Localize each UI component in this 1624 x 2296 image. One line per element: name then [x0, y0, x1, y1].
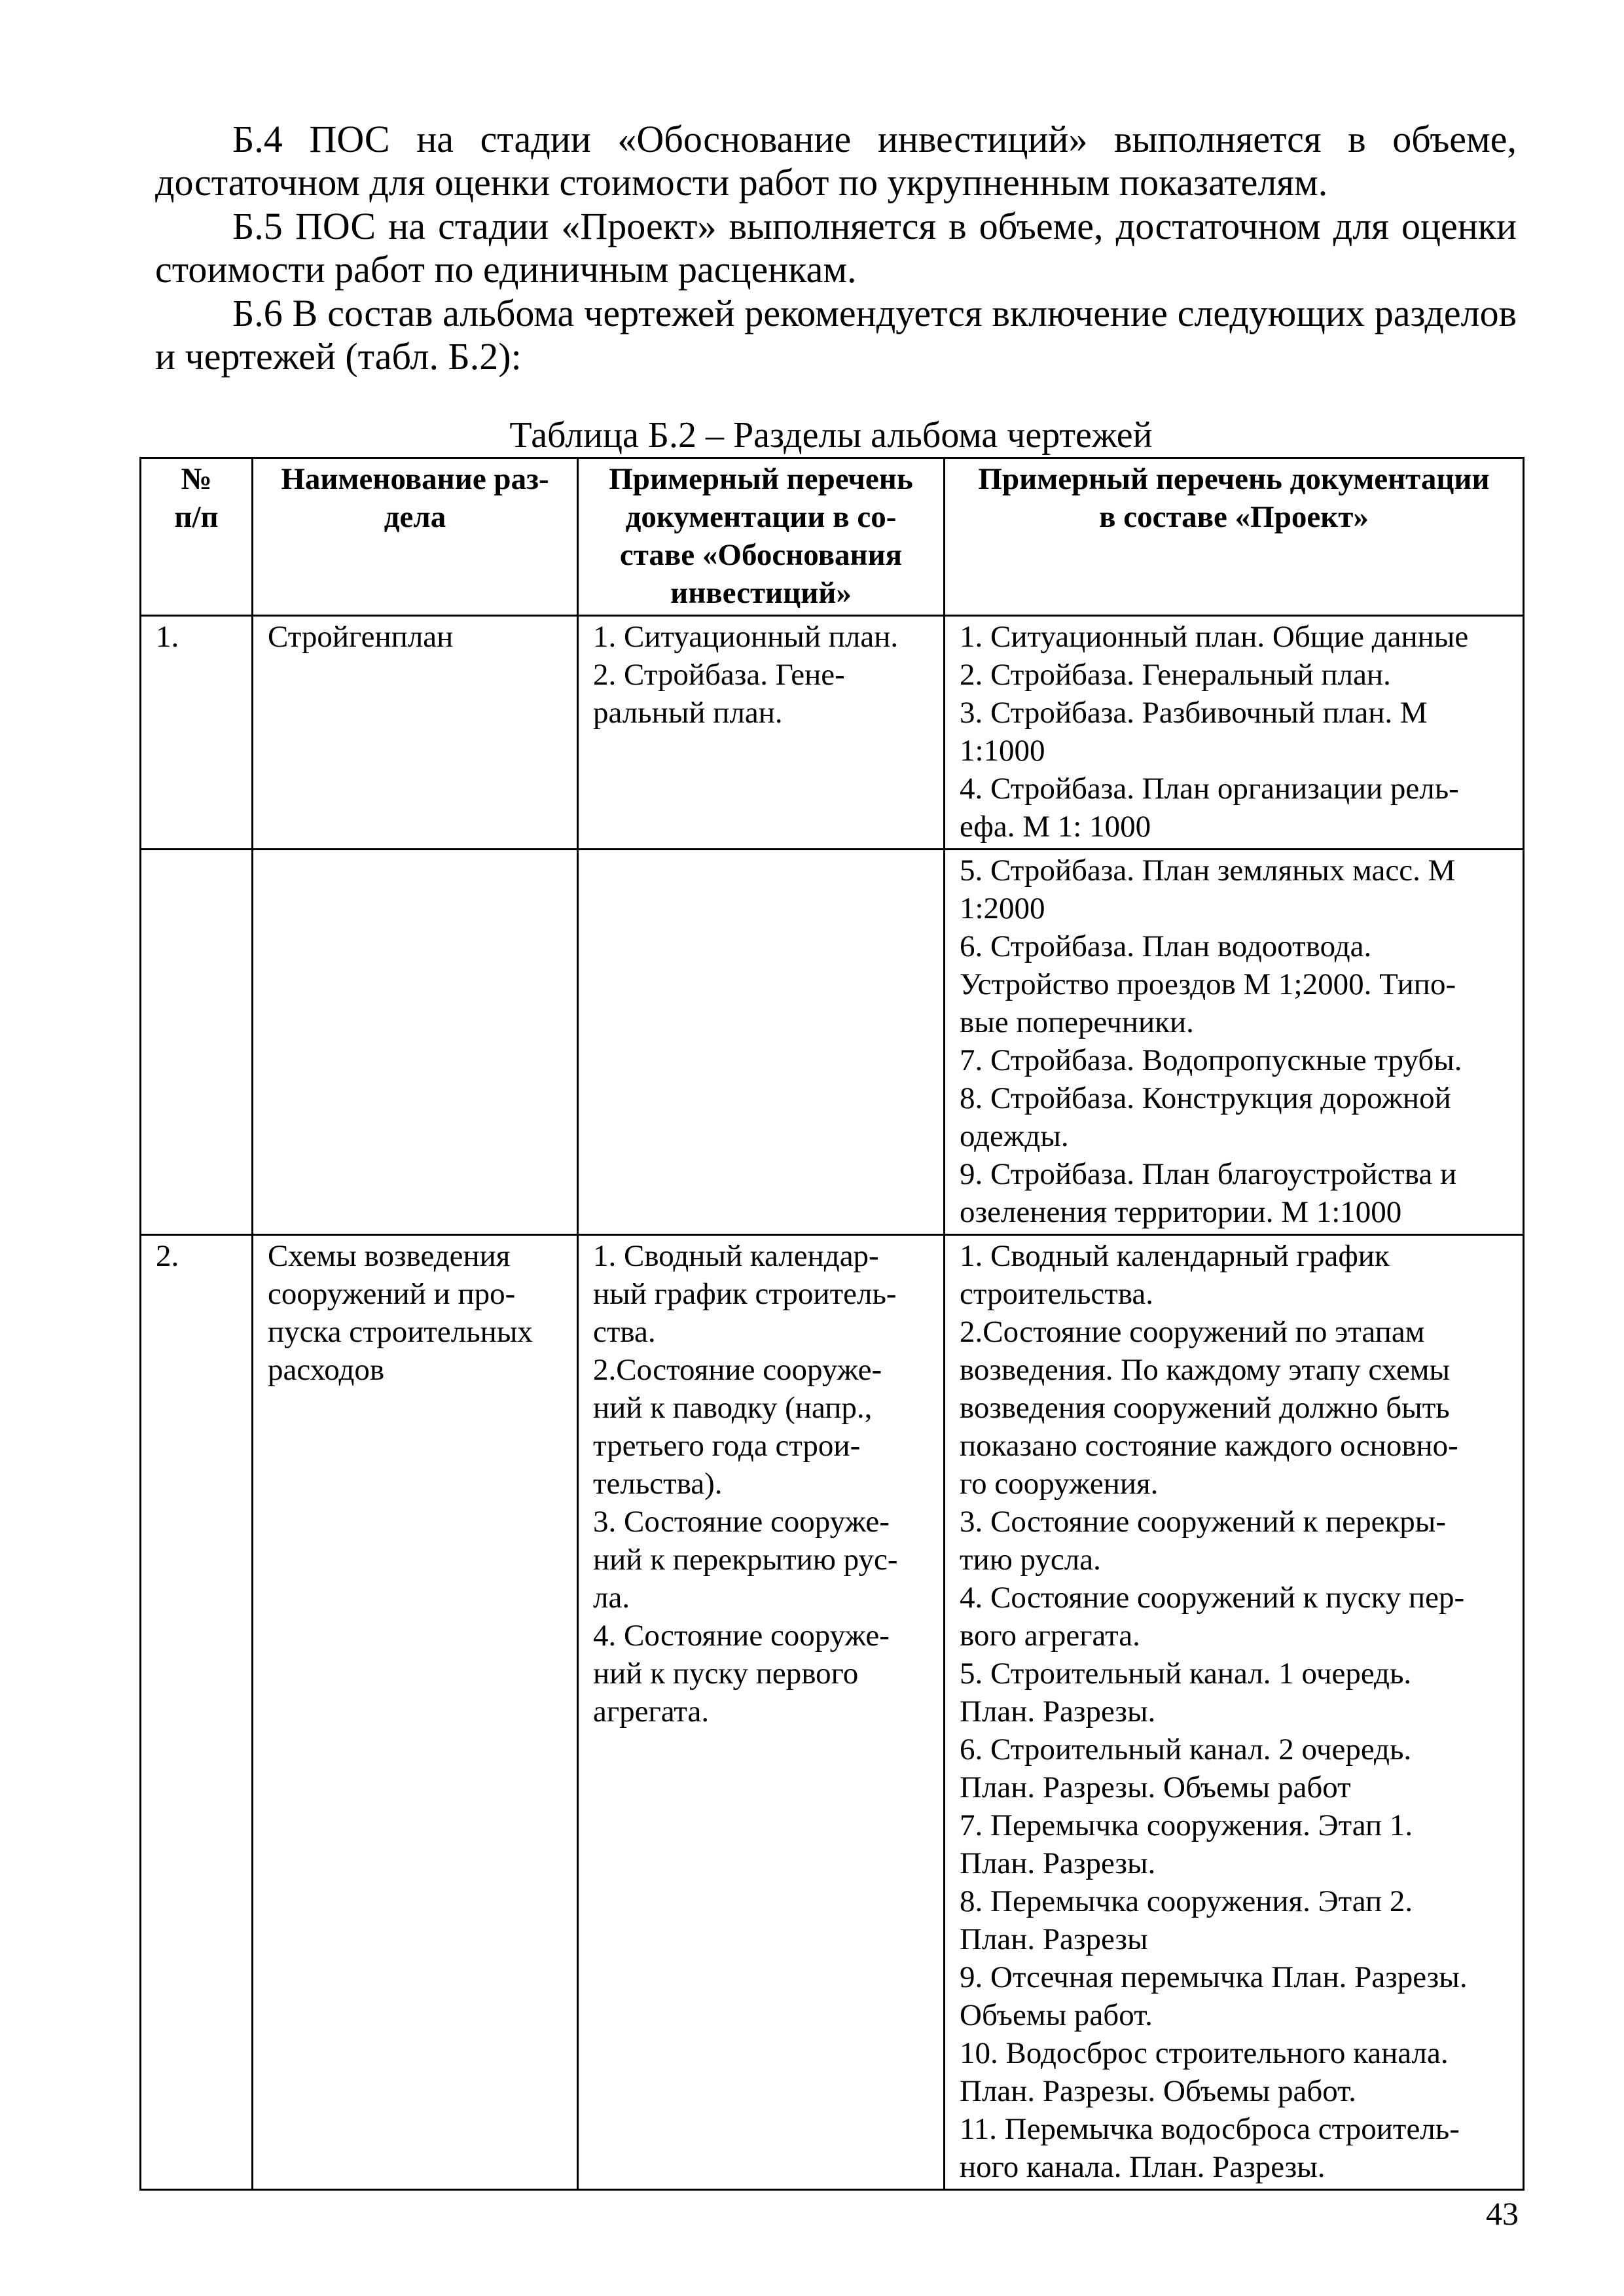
cell-line: 2. Стройбаза. Гене- [593, 658, 845, 692]
cell-num [141, 850, 253, 1235]
cell-line: 1:2000 [960, 891, 1045, 925]
cell-project-docs [945, 1235, 1524, 2190]
cell-line: ефа. М 1: 1000 [960, 810, 1151, 844]
cell-investment-docs [578, 850, 945, 1235]
header-project-docs [945, 458, 1524, 616]
cell-line: 4. Состояние сооружений к пуску пер- [960, 1581, 1465, 1615]
cell-line: 9. Стройбаза. План благоустройства и [960, 1157, 1457, 1191]
cell-line: 10. Водосброс строительного канала. [960, 2036, 1449, 2070]
cell-line: 3. Стройбаза. Разбивочный план. М [960, 696, 1428, 730]
cell-line: ный график строитель- [593, 1277, 897, 1311]
table-row [141, 850, 1524, 1235]
cell-line: ла. [593, 1581, 630, 1615]
cell-line: План. Разрезы. Объемы работ. [960, 2074, 1356, 2108]
header-line: ставе «Обоснования [619, 538, 903, 572]
cell-line: го сооружения. [960, 1467, 1159, 1501]
drawings-table [139, 457, 1525, 2191]
cell-line: 2. [156, 1239, 179, 1273]
table-header-row [141, 458, 1524, 616]
cell-section-name [253, 1235, 578, 2190]
header-section-name [253, 458, 578, 616]
cell-line: 2.Состояние сооружений по этапам [960, 1315, 1425, 1349]
cell-num [141, 616, 253, 850]
cell-line: 1. Ситуационный план. Общие данные [960, 620, 1469, 654]
cell-line: 4. Стройбаза. План организации рель- [960, 772, 1459, 806]
header-line: № [181, 462, 212, 496]
header-line: инвестиций» [670, 576, 852, 610]
cell-line: ства. [593, 1315, 656, 1349]
cell-line: План. Разрезы. [960, 1846, 1156, 1880]
cell-line: 7. Перемычка сооружения. Этап 1. [960, 1808, 1413, 1842]
table-row [141, 616, 1524, 850]
cell-line: План. Разрезы [960, 1922, 1148, 1956]
cell-line: сооружений и про- [268, 1277, 516, 1311]
cell-line: Объемы работ. [960, 1998, 1153, 2032]
cell-line: 7. Стройбаза. Водопропускные трубы. [960, 1043, 1462, 1077]
header-line: Наименование раз- [281, 462, 549, 496]
cell-line: 8. Перемычка сооружения. Этап 2. [960, 1884, 1413, 1918]
paragraph-b6: Б.6 В состав альбома чертежей рекомендуется включение следующих разделов и чертежей (табл. Б.2): [155, 292, 1517, 378]
cell-investment-docs [578, 616, 945, 850]
cell-line: 1:1000 [960, 734, 1045, 768]
cell-line: тельства). [593, 1467, 723, 1501]
cell-line: 3. Состояние сооружений к перекры- [960, 1505, 1447, 1539]
cell-line: 6. Строительный канал. 2 очередь. [960, 1732, 1412, 1767]
header-num [141, 458, 253, 616]
cell-line: расходов [268, 1353, 385, 1387]
header-line: документации в со- [625, 500, 897, 534]
cell-line: агрегата. [593, 1695, 710, 1729]
cell-line: План. Разрезы. [960, 1695, 1156, 1729]
cell-line: 5. Строительный канал. 1 очередь. [960, 1657, 1412, 1691]
cell-line: 8. Стройбаза. Конструкция дорожной [960, 1081, 1451, 1115]
cell-line: 3. Состояние сооруже- [593, 1505, 890, 1539]
cell-line: 6. Стройбаза. План водоотвода. [960, 929, 1372, 963]
paragraph-b5: Б.5 ПОС на стадии «Проект» выполняется в объеме, достаточном для оценки стоимости работ по единичным расценкам. [155, 205, 1517, 291]
cell-line: ний к пуску первого [593, 1657, 859, 1691]
cell-num [141, 1235, 253, 2190]
table-body [141, 616, 1524, 2190]
cell-line: ного канала. План. Разрезы. [960, 2150, 1326, 2184]
page-number: 43 [1486, 2195, 1519, 2232]
paragraph-b4: Б.4 ПОС на стадии «Обоснование инвестиций» выполняется в объеме, достаточном для оценки стоимости работ по укрупненным показателям. [155, 118, 1517, 204]
cell-line: 9. Отсечная перемычка План. Разрезы. [960, 1960, 1468, 1994]
cell-line: возведения. По каждому этапу схемы [960, 1353, 1451, 1387]
cell-section-name [253, 616, 578, 850]
cell-line: Устройство проездов М 1;2000. Типо- [960, 967, 1456, 1001]
cell-line: 5. Стройбаза. План земляных масс. М [960, 853, 1456, 888]
cell-line: 2. Стройбаза. Генеральный план. [960, 658, 1391, 692]
cell-line: пуска строительных [268, 1315, 533, 1349]
cell-line: 4. Состояние сооруже- [593, 1619, 890, 1653]
cell-line: 11. Перемычка водосброса строитель- [960, 2112, 1460, 2146]
cell-line: тию русла. [960, 1543, 1101, 1577]
table-row [141, 1235, 1524, 2190]
cell-line: возведения сооружений должно быть [960, 1391, 1450, 1425]
cell-line: Схемы возведения [268, 1239, 511, 1273]
cell-line: 1. Ситуационный план. [593, 620, 899, 654]
cell-investment-docs [578, 1235, 945, 2190]
cell-line: ний к перекрытию рус- [593, 1543, 898, 1577]
table-caption: Таблица Б.2 – Разделы альбома чертежей [509, 415, 1153, 456]
cell-line: 1. Сводный календарный график [960, 1239, 1390, 1273]
cell-line: 2.Состояние сооруже- [593, 1353, 882, 1387]
cell-line: одежды. [960, 1119, 1069, 1153]
cell-line: вые поперечники. [960, 1005, 1194, 1039]
cell-line: План. Разрезы. Объемы работ [960, 1770, 1351, 1804]
cell-line: вого агрегата. [960, 1619, 1140, 1653]
header-line: дела [384, 500, 446, 534]
cell-line: 1. [156, 620, 179, 654]
cell-line: ральный план. [593, 696, 783, 730]
cell-project-docs [945, 616, 1524, 850]
header-line: п/п [174, 500, 219, 534]
header-line: в составе «Проект» [1099, 500, 1369, 534]
cell-line: ний к паводку (напр., [593, 1391, 873, 1425]
cell-line: строительства. [960, 1277, 1153, 1311]
cell-line: показано состояние каждого основно- [960, 1429, 1458, 1463]
cell-project-docs [945, 850, 1524, 1235]
cell-line: озеленения территории. М 1:1000 [960, 1195, 1402, 1229]
cell-line: 1. Сводный календар- [593, 1239, 879, 1273]
header-line: Примерный перечень [609, 462, 913, 496]
header-line: Примерный перечень документации [978, 462, 1490, 496]
header-investment-docs [578, 458, 945, 616]
cell-section-name [253, 850, 578, 1235]
cell-line: Стройгенплан [268, 620, 454, 654]
cell-line: третьего года строи- [593, 1429, 861, 1463]
